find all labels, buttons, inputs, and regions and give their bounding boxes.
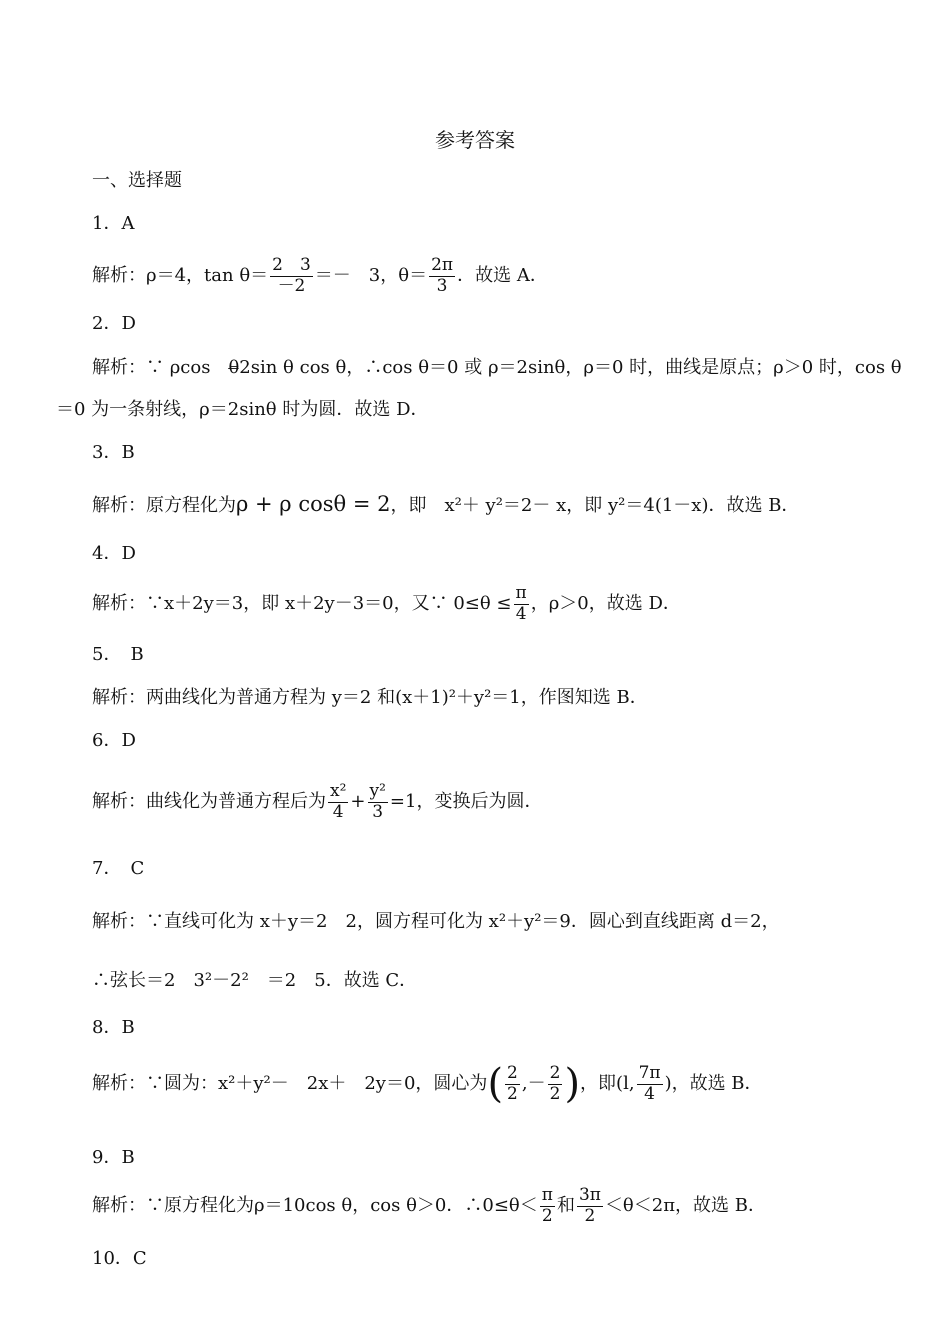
answer-label: 8．B xyxy=(92,1017,135,1038)
solution-4 xyxy=(92,584,681,624)
solution-6 xyxy=(92,782,542,822)
text: ，即 xyxy=(390,495,445,516)
solution-9 xyxy=(92,1186,766,1226)
solution-5: 解析：两曲线化为普通方程为 y＝2 和(x＋1)²＋y²＝1，作图知选 B． xyxy=(92,687,648,708)
denominator: 4 xyxy=(332,801,344,822)
answer-label: 9．B xyxy=(92,1147,135,1168)
fraction xyxy=(637,1064,663,1104)
text: 和 xyxy=(556,1195,575,1217)
solution-1 xyxy=(92,256,548,296)
denominator: 2 xyxy=(541,1205,553,1226)
fraction xyxy=(270,256,313,296)
equation: x²＋ y²＝2－ x xyxy=(444,495,567,516)
numerator: 2π xyxy=(431,255,454,275)
numerator: 2 xyxy=(549,1063,561,1083)
equation: ρ + ρ cosθ = 2 xyxy=(236,492,391,516)
denominator: 2 xyxy=(507,1083,518,1104)
denominator: 2 xyxy=(584,1205,596,1226)
numerator: y² xyxy=(369,781,386,801)
numerator: π xyxy=(515,583,527,603)
solution-3 xyxy=(92,494,799,515)
numerator: x² xyxy=(330,781,347,801)
text: 解析：曲线化为普通方程后为 xyxy=(92,791,326,813)
fraction xyxy=(548,1064,563,1104)
answer-label: 10．C xyxy=(92,1248,147,1269)
answer-label: 7． C xyxy=(92,858,145,879)
fraction xyxy=(514,584,529,624)
text: ,－ xyxy=(521,1073,546,1095)
denominator: 4 xyxy=(515,603,527,624)
fraction xyxy=(368,782,388,822)
fraction xyxy=(540,1186,555,1226)
solution-2-line1: 解析：∵ ρcos θ̶2sin θ cos θ，∴cos θ＝0 或 ρ＝2sinθ，ρ＝0 时，曲线是原点；ρ＞0 时，cos θ xyxy=(92,357,902,378)
solution-7-line1: 解析：∵直线可化为 x＋y＝2 2，圆方程可化为 x²＋y²＝9．圆心到直线距离 d＝2， xyxy=(92,911,780,932)
text: 解析：∵x＋2y＝3，即 x＋2y－3＝0，又∵ 0≤θ ≤ xyxy=(92,593,512,615)
numerator: π xyxy=(541,1185,553,1205)
text: 解析：ρ＝4，tan θ＝ xyxy=(92,265,269,287)
text: 解析：∵圆为：x²＋y²－ 2x＋ 2y＝0，圆心为 xyxy=(92,1073,488,1095)
text: 解析：原方程化为 xyxy=(92,495,236,516)
numerator: 2 3 xyxy=(272,255,311,275)
answer-label: 3．B xyxy=(92,442,135,463)
text: =1，变换后为圆． xyxy=(389,791,543,813)
plus-sign: + xyxy=(350,791,366,813)
solution-7-line2: ∴弦长＝2 3²－2² ＝2 5．故选 C． xyxy=(92,970,418,991)
text: )，故选 B． xyxy=(664,1073,763,1095)
text: ．故选 A． xyxy=(457,265,548,287)
fraction xyxy=(505,1064,520,1104)
numerator: 2 xyxy=(507,1063,518,1083)
numerator: 3π xyxy=(578,1185,601,1205)
denominator: －2 xyxy=(277,275,306,296)
answer-label: 1．A xyxy=(92,213,135,234)
text: ，即 y²＝4(1－x)．故选 B． xyxy=(566,495,800,516)
page-title: 参考答案 xyxy=(435,128,515,152)
answer-label: 4．D xyxy=(92,543,136,564)
text: ＝－ 3，θ＝ xyxy=(314,265,428,287)
answer-label: 6．D xyxy=(92,730,136,751)
fraction xyxy=(577,1186,603,1226)
denominator: 4 xyxy=(644,1083,655,1104)
text: ，即(l, xyxy=(580,1073,635,1095)
text: ＜θ＜2π，故选 B． xyxy=(604,1195,767,1217)
text: 解析：∵原方程化为ρ＝10cos θ，cos θ＞0．∴0≤θ＜ xyxy=(92,1195,538,1217)
denominator: 3 xyxy=(372,801,384,822)
solution-8 xyxy=(92,1061,763,1108)
denominator: 2 xyxy=(549,1083,561,1104)
answer-label: 5． B xyxy=(92,644,144,665)
text: ，ρ＞0，故选 D． xyxy=(530,593,681,615)
solution-2-line2: ＝0 为一条射线，ρ＝2sinθ 时为圆．故选 D． xyxy=(56,399,429,420)
numerator: 7π xyxy=(638,1063,661,1083)
answer-label: 2．D xyxy=(92,313,136,334)
fraction xyxy=(328,782,348,822)
section-heading: 一、选择题 xyxy=(92,170,182,191)
fraction xyxy=(429,256,455,296)
right-paren: ) xyxy=(564,1061,581,1108)
denominator: 3 xyxy=(436,275,448,296)
left-paren: ( xyxy=(487,1061,504,1108)
